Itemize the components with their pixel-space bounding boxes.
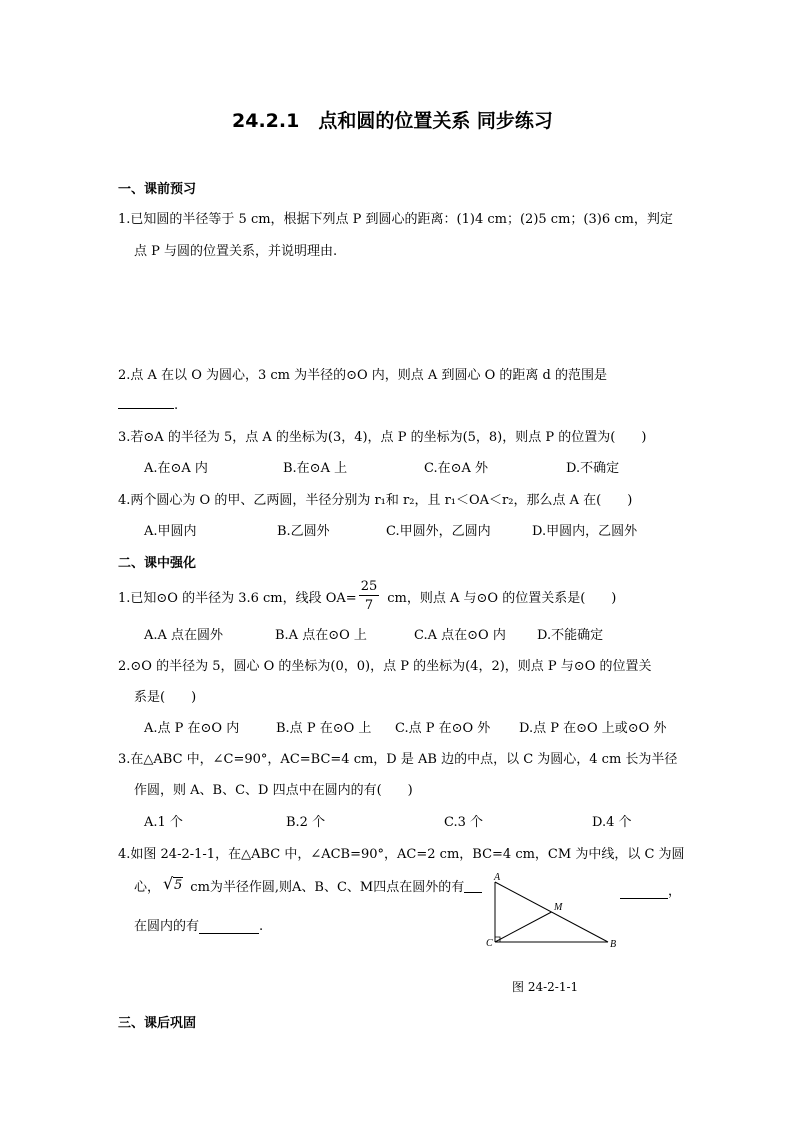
option: B.A 点在⊙O 上 (275, 628, 367, 643)
option: B.乙圆外 (277, 524, 330, 539)
option: D.4 个 (592, 815, 632, 830)
mid-q2-line1: 2.⊙O 的半径为 5，圆心 O 的坐标为(0，0)，点 P 的坐标为(4，2)，则点 P 与⊙O 的位置关 (118, 659, 652, 674)
mid-q1-text-post: cm，则点 A 与⊙O 的位置关系是( ) (387, 590, 617, 606)
mid-q3-line2: 作圆，则 A、B、C、D 四点中在圆内的有( ) (134, 783, 413, 798)
section-heading-pre: 一、课前预习 (118, 182, 197, 197)
period: . (174, 398, 179, 413)
mid-q4-text-post: cm为半径作圆,则A、B、C、M四点在圆外的有 (190, 880, 465, 895)
option: A.点 P 在⊙O 内 (144, 721, 240, 736)
option: D.点 P 在⊙O 上或⊙O 外 (519, 721, 667, 736)
label-m: M (554, 902, 563, 913)
page-title: 24.2.1 点和圆的位置关系 同步练习 (232, 110, 553, 132)
mid-q4-text-line3: 在圆内的有 (134, 919, 200, 934)
option: A.1 个 (144, 815, 183, 830)
pre-q2-line1: 2.点 A 在以 O 为圆心，3 cm 为半径的⊙O 内，则点 A 到圆心 O 的距离 d 的范围是 (118, 368, 607, 383)
sqrt-expression (163, 874, 183, 893)
mid-q4-line2 (134, 876, 482, 895)
option: B.点 P 在⊙O 上 (276, 721, 372, 736)
option: C.在⊙A 外 (424, 461, 489, 476)
answer-blank[interactable] (620, 885, 668, 899)
label-a: A (494, 872, 501, 883)
option: D.甲圆内，乙圆外 (532, 524, 638, 539)
fraction (359, 580, 380, 612)
mid-q2-line2: 系是( ) (134, 690, 197, 705)
option: C.点 P 在⊙O 外 (395, 721, 491, 736)
mid-q1-stem (118, 576, 616, 616)
comma: ， (668, 884, 682, 899)
option: C.甲圆外，乙圆内 (386, 524, 491, 539)
fraction-denominator: 7 (364, 598, 374, 613)
answer-blank[interactable] (118, 395, 174, 409)
answer-blank[interactable] (199, 920, 259, 934)
option: D.不能确定 (537, 628, 604, 643)
figure-caption: 图 24-2-1-1 (512, 980, 579, 994)
mid-q3-line1: 3.在△ABC 中，∠C=90°，AC=BC=4 cm，D 是 AB 边的中点，以 C 为圆心，4 cm 长为半径 (118, 752, 678, 767)
mid-q4-blank-right (620, 880, 681, 899)
period: . (259, 919, 264, 934)
option: A.A 点在圆外 (144, 628, 224, 643)
median-cm (495, 912, 552, 942)
option: A.在⊙A 内 (144, 461, 208, 476)
option: D.不确定 (566, 461, 620, 476)
pre-q4-stem: 4.两个圆心为 O 的甲、乙两圆，半径分别为 r₁和 r₂，且 r₁＜OA＜r₂，那么点 A 在( ) (118, 493, 633, 508)
option: A.甲圆内 (144, 524, 197, 539)
pre-q1-line1: 1.已知圆的半径等于 5 cm，根据下列点 P 到圆心的距离：(1)4 cm；(2)5 cm；(3)6 cm，判定 (118, 212, 673, 227)
triangle-figure (482, 872, 622, 952)
fraction-numerator: 25 (360, 579, 378, 594)
mid-q4-text: 心， (134, 880, 161, 895)
pre-q1-line2: 点 P 与圆的位置关系，并说明理由. (134, 244, 338, 259)
option: C.A 点在⊙O 内 (414, 628, 506, 643)
option: B.在⊙A 上 (283, 461, 348, 476)
answer-blank[interactable] (464, 879, 482, 893)
mid-q4-line1: 4.如图 24-2-1-1，在△ABC 中，∠ACB=90°，AC=2 cm，BC=4 cm，CM 为中线，以 C 为圆 (118, 847, 685, 862)
mid-q1-text: 1.已知⊙O 的半径为 3.6 cm，线段 OA= (118, 590, 357, 606)
section-heading-mid: 二、课中强化 (118, 556, 197, 571)
option: B.2 个 (286, 815, 326, 830)
radical-sign: √ (163, 874, 174, 893)
label-b: B (610, 939, 617, 950)
section-heading-post: 三、课后巩固 (118, 1016, 197, 1031)
label-c: C (486, 938, 493, 949)
option: C.3 个 (444, 815, 484, 830)
mid-q4-line3 (134, 915, 263, 934)
pre-q2-answer (118, 395, 178, 413)
radicand: 5 (174, 878, 183, 893)
pre-q3-stem: 3.若⊙A 的半径为 5，点 A 的坐标为(3，4)，点 P 的坐标为(5，8)，则点 P 的位置为( ) (118, 430, 647, 445)
